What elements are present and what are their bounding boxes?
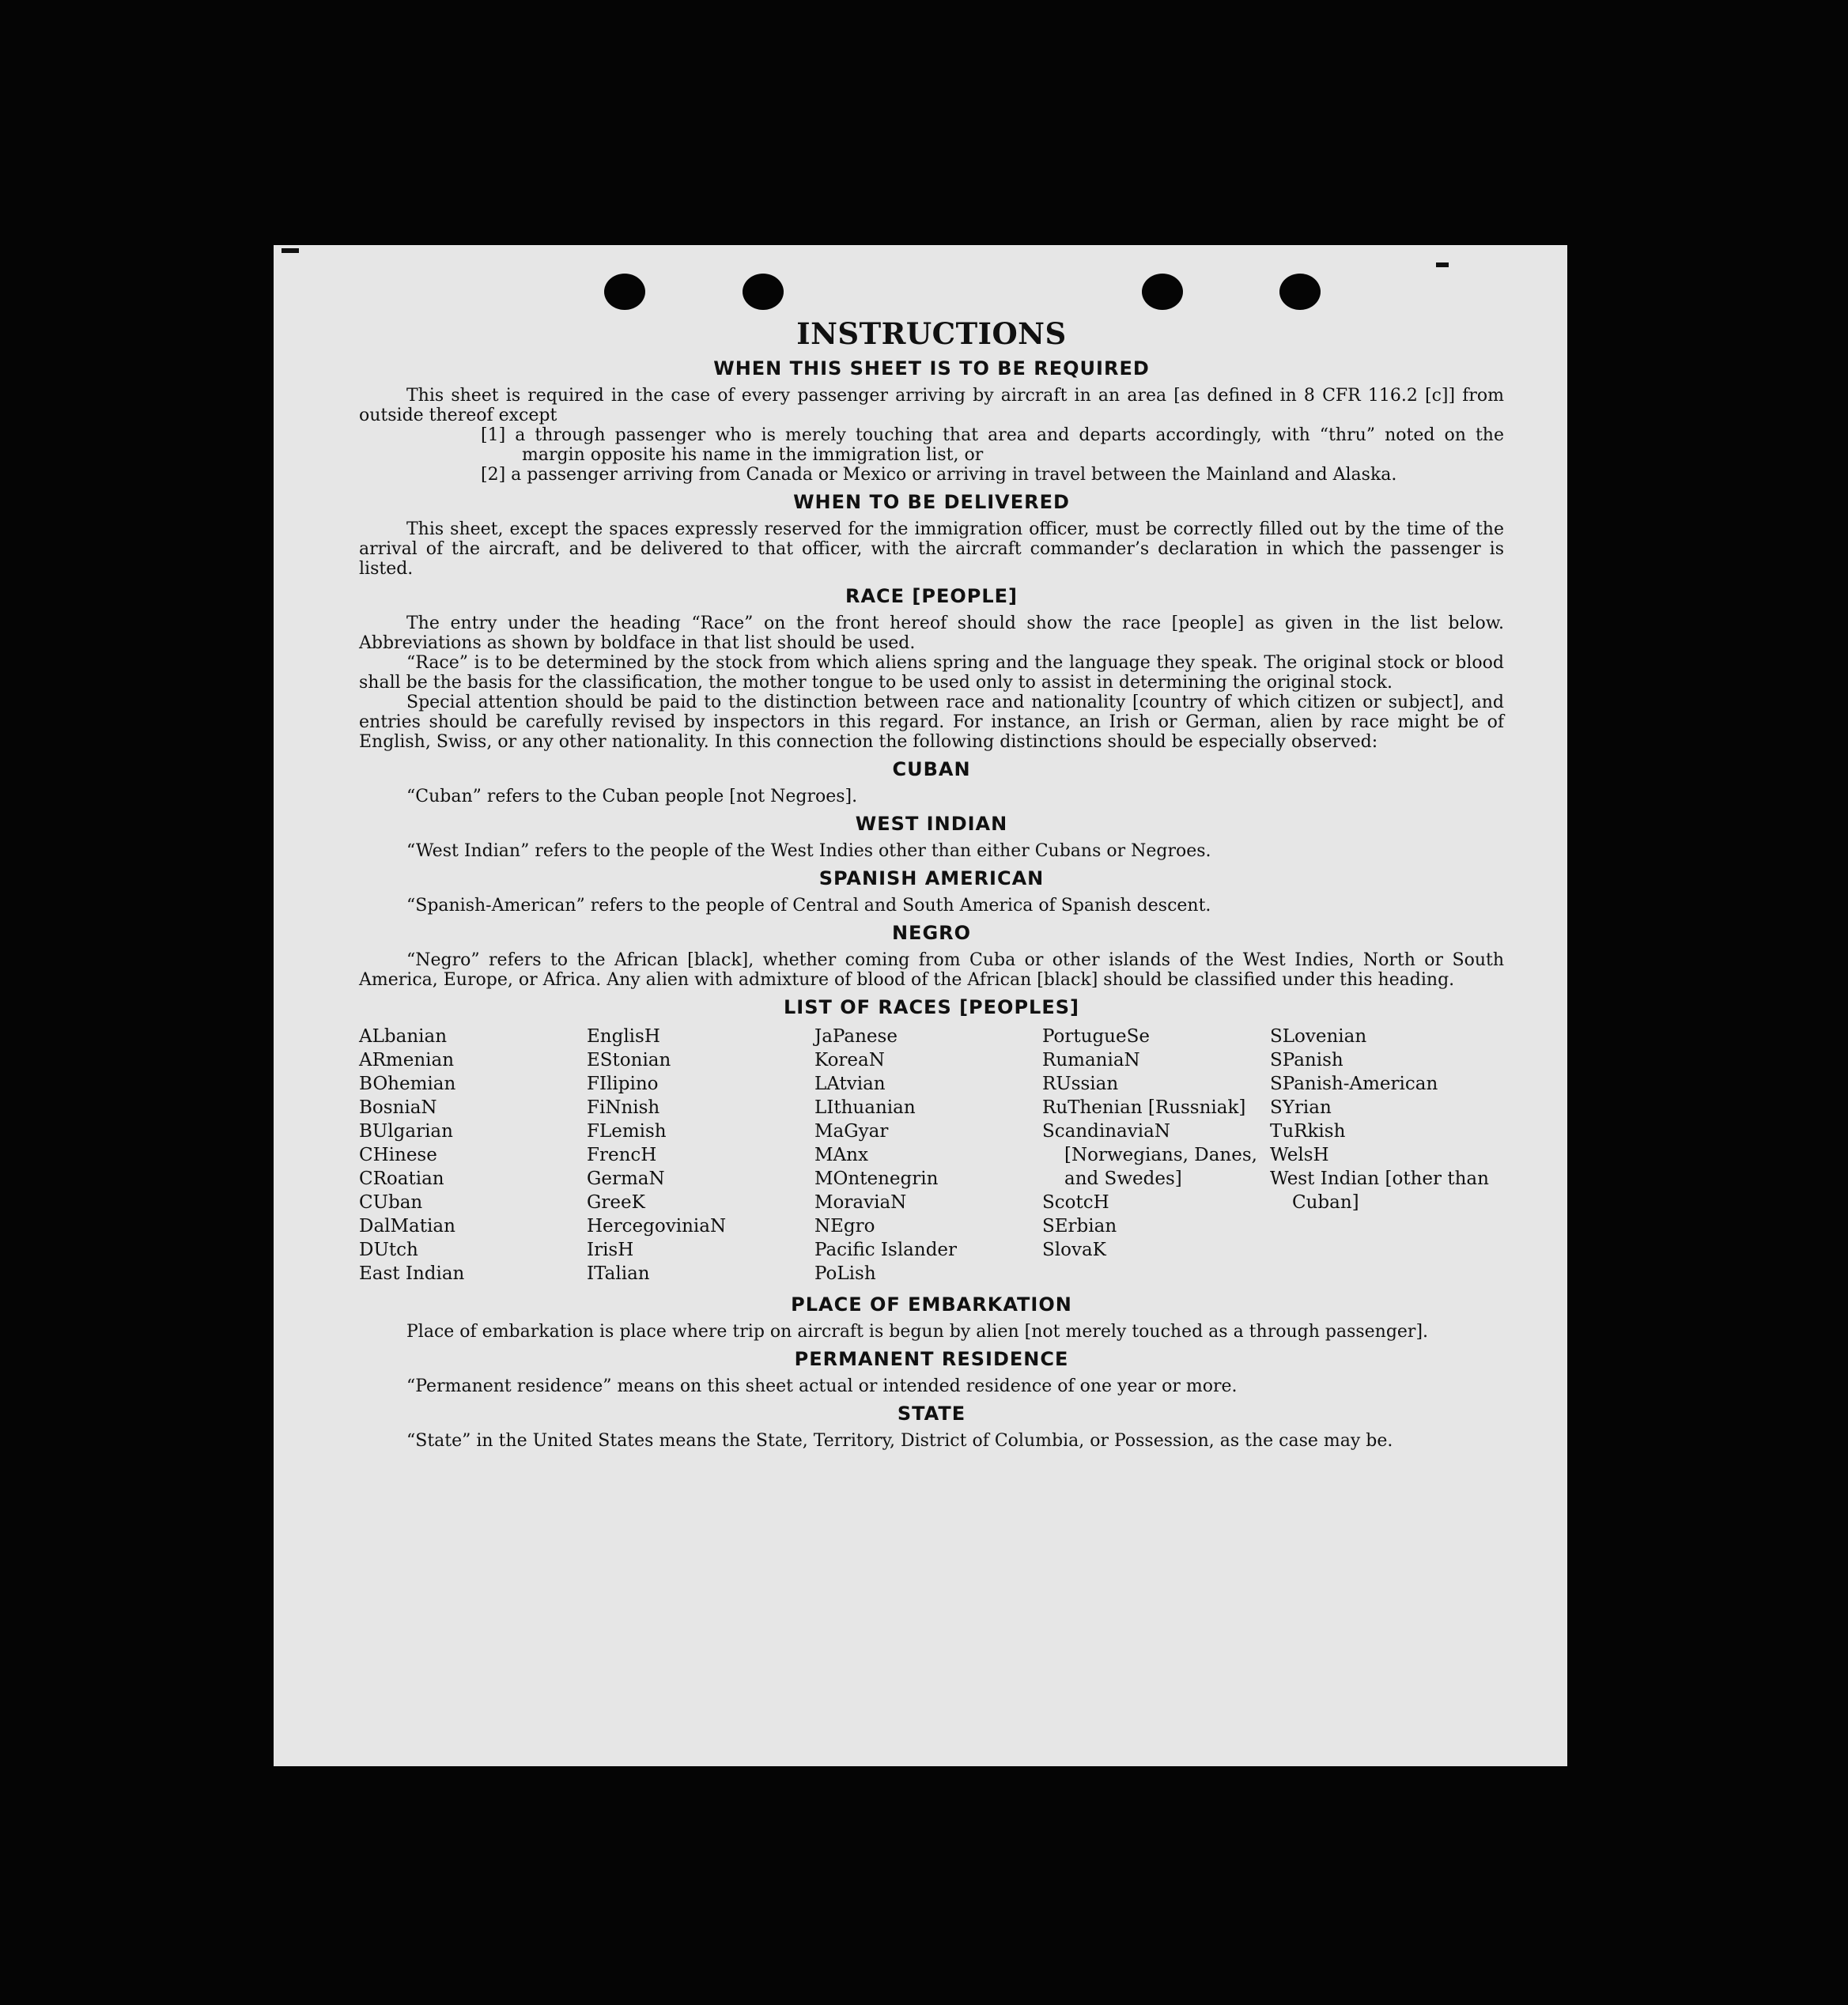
race-item: SYrian	[1270, 1097, 1332, 1118]
punch-hole	[743, 274, 784, 310]
race-item: NEgro	[814, 1216, 875, 1237]
race-item: FIlipino	[587, 1074, 659, 1094]
paragraph: This sheet, except the spaces expressly reserved for the immigration officer, must be correctly filled out by the time of the arrival of the aircraft, and be delivered to that officer, with the aircraft commander’s declaration in which the passenger is listed.	[359, 519, 1504, 579]
race-item: RuThenian [Russniak]	[1042, 1097, 1246, 1118]
race-item: WelsH	[1270, 1145, 1329, 1165]
race-item: ALbanian	[359, 1026, 448, 1047]
race-item: ARmenian	[359, 1050, 455, 1070]
race-list	[359, 1025, 1504, 1286]
race-column	[1270, 1025, 1498, 1286]
race-item: PortugueSe	[1042, 1026, 1150, 1047]
section-heading: WHEN TO BE DELIVERED	[793, 491, 1070, 513]
race-item: West Indian [other than Cuban]	[1270, 1169, 1489, 1213]
paragraph: Special attention should be paid to the distinction between race and nationality [country of which citizen or subject], and entries should be carefully revised by inspectors in this regard. For instance, an Irish or German, alien by race might be of English, Swiss, or any other nationality. In this connection the following distinctions should be especially observed:	[359, 693, 1504, 752]
page-title: INSTRUCTIONS	[796, 316, 1067, 351]
race-item: ScandinaviaN [Norwegians, Danes, and Swedes]	[1042, 1121, 1257, 1189]
race-item: MaGyar	[814, 1121, 889, 1142]
race-item: FiNnish	[587, 1097, 660, 1118]
section-negro	[359, 922, 1504, 990]
race-item: SErbian	[1042, 1216, 1117, 1237]
race-column	[814, 1025, 1042, 1286]
paragraph: The entry under the heading “Race” on the front hereof should show the race [people] as given in the list below. Abbreviations as shown by boldface in that list should be used.	[359, 614, 1504, 653]
race-item: FLemish	[587, 1121, 667, 1142]
punch-hole	[1142, 274, 1183, 310]
paragraph: “Spanish-American” refers to the people of Central and South America of Spanish descent.	[406, 896, 1211, 916]
race-item: DUtch	[359, 1240, 418, 1260]
section-permanent-residence	[359, 1348, 1504, 1396]
list-item: [2] a passenger arriving from Canada or Mexico or arriving in travel between the Mainland and Alaska.	[481, 465, 1397, 485]
race-item: EStonian	[587, 1050, 671, 1070]
race-item: MOntenegrin	[814, 1169, 939, 1189]
section-heading: NEGRO	[891, 922, 972, 944]
section-when-delivered	[359, 491, 1504, 579]
section-heading: PLACE OF EMBARKATION	[791, 1293, 1072, 1316]
section-heading: LIST OF RACES [PEOPLES]	[784, 996, 1079, 1018]
race-item: Pacific Islander	[814, 1240, 958, 1260]
race-item: PoLish	[814, 1263, 876, 1284]
paragraph: “Permanent residence” means on this sheet actual or intended residence of one year or more.	[406, 1376, 1238, 1396]
race-item: IrisH	[587, 1240, 634, 1260]
paragraph: “State” in the United States means the State, Territory, District of Columbia, or Possession, as the case may be.	[406, 1431, 1393, 1451]
punch-hole	[604, 274, 645, 310]
race-item: CUban	[359, 1192, 423, 1213]
race-item: RUssian	[1042, 1074, 1119, 1094]
race-item: GermaN	[587, 1169, 665, 1189]
section-state	[359, 1403, 1504, 1451]
race-item: EnglisH	[587, 1026, 660, 1047]
race-item: SPanish-American	[1270, 1074, 1438, 1094]
race-item: LIthuanian	[814, 1097, 916, 1118]
paragraph: “Negro” refers to the African [black], whether coming from Cuba or other islands of the West Indies, North or South America, Europe, or Africa. Any alien with admixture of blood of the African [black] should be classified under this heading.	[359, 950, 1504, 990]
race-item: BosniaN	[359, 1097, 437, 1118]
list-item: [1] a through passenger who is merely touching that area and departs accordingly, with “thru” noted on the margin opposite his name in the immigration list, or	[481, 425, 1504, 465]
section-race	[359, 585, 1504, 752]
edge-mark	[282, 248, 299, 253]
race-item: FrencH	[587, 1145, 657, 1165]
race-item: MoraviaN	[814, 1192, 907, 1213]
race-column	[587, 1025, 814, 1286]
section-heading: STATE	[897, 1403, 966, 1425]
section-heading: RACE [PEOPLE]	[845, 585, 1018, 607]
section-west-indian	[359, 813, 1504, 861]
section-cuban	[359, 758, 1504, 806]
section-heading: CUBAN	[892, 758, 971, 780]
race-item: BUlgarian	[359, 1121, 453, 1142]
race-item: ScotcH	[1042, 1192, 1109, 1213]
section-heading: SPANISH AMERICAN	[818, 867, 1045, 889]
race-item: BOhemian	[359, 1074, 456, 1094]
race-item: GreeK	[587, 1192, 645, 1213]
section-spanish-american	[359, 867, 1504, 916]
race-item: SPanish	[1270, 1050, 1343, 1070]
race-item: CRoatian	[359, 1169, 444, 1189]
race-item: SLovenian	[1270, 1026, 1367, 1047]
race-item: LAtvian	[814, 1074, 886, 1094]
section-when-required	[359, 357, 1504, 485]
race-item: East Indian	[359, 1263, 465, 1284]
paragraph: “Race” is to be determined by the stock from which aliens spring and the language they speak. The original stock or blood shall be the basis for the classification, the mother tongue to be used only to assist in determining the original stock.	[359, 653, 1504, 693]
section-race-list	[359, 996, 1504, 1286]
race-item: KoreaN	[814, 1050, 885, 1070]
paragraph: Place of embarkation is place where trip on aircraft is begun by alien [not merely touched as a through passenger].	[406, 1322, 1429, 1342]
race-item: SlovaK	[1042, 1240, 1106, 1260]
paragraph: “West Indian” refers to the people of the West Indies other than either Cubans or Negroes.	[406, 841, 1211, 861]
race-item: TuRkish	[1270, 1121, 1346, 1142]
punch-hole	[1279, 274, 1321, 310]
race-item: HercegoviniaN	[587, 1216, 727, 1237]
paragraph: “Cuban” refers to the Cuban people [not Negroes].	[406, 787, 858, 806]
document-content	[359, 316, 1504, 1451]
section-heading: WHEN THIS SHEET IS TO BE REQUIRED	[713, 357, 1150, 379]
race-item: CHinese	[359, 1145, 437, 1165]
edge-mark	[1436, 262, 1449, 267]
race-item: MAnx	[814, 1145, 868, 1165]
section-heading: WEST INDIAN	[855, 813, 1008, 835]
race-column	[359, 1025, 587, 1286]
section-heading: PERMANENT RESIDENCE	[794, 1348, 1069, 1370]
instruction-sheet	[274, 245, 1567, 1766]
race-column	[1042, 1025, 1270, 1286]
section-place-of-embarkation	[359, 1293, 1504, 1342]
race-item: ITalian	[587, 1263, 650, 1284]
race-item: JaPanese	[814, 1026, 898, 1047]
race-item: RumaniaN	[1042, 1050, 1140, 1070]
race-item: DalMatian	[359, 1216, 455, 1237]
paragraph: This sheet is required in the case of every passenger arriving by aircraft in an area [as defined in 8 CFR 116.2 [c]] from outside thereof except	[359, 386, 1504, 425]
